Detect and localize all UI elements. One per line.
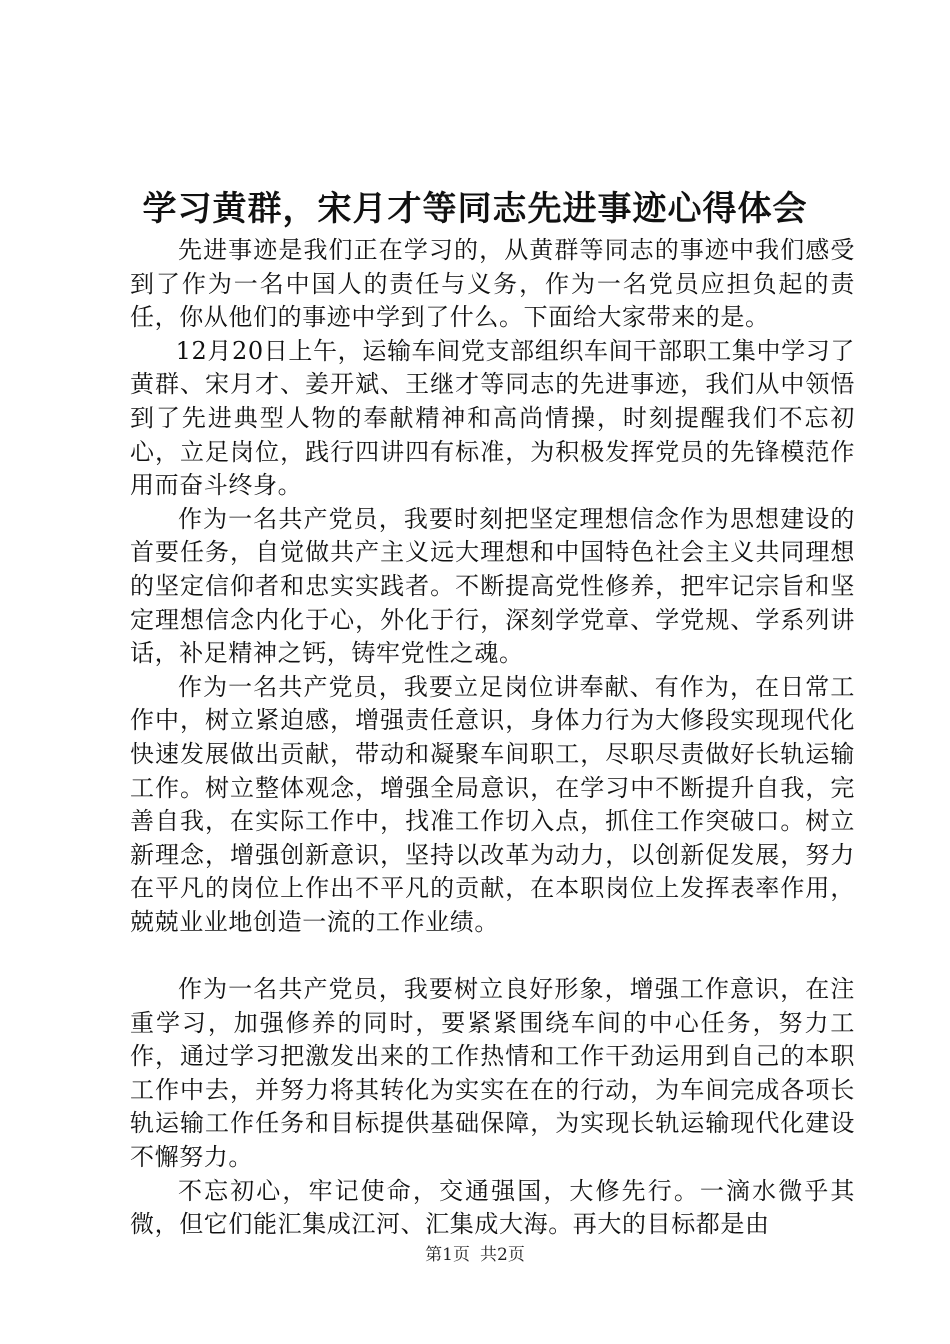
paragraph-ideals: 作为一名共产党员，我要时刻把坚定理想信念作为思想建设的首要任务，自觉做共产主义远大理想和中国特色社会主义共同理想的坚定信仰者和忠实实践者。不断提高党性修养，把牢记宗旨和坚定理想信念内化于心，外化于行，深刻学党章、学党规、学系列讲话，补足精神之钙，铸牢党性之魂。 <box>130 504 855 668</box>
paragraph-image: 作为一名共产党员，我要树立良好形象，增强工作意识，在注重学习，加强修养的同时，要紧紧围绕车间的中心任务，努力工作，通过学习把激发出来的工作热情和工作干劲运用到自己的本职工作中去，并努力将其转化为实实在在的行动，为车间完成各项长轨运输工作任务和目标提供基础保障，为实现长轨运输现代化建设不懈努力。 <box>130 975 855 1172</box>
paragraph-study-session: 12月20日上午，运输车间党支部组织车间干部职工集中学习了黄群、宋月才、姜开斌、王继才等同志的先进事迹，我们从中领悟到了先进典型人物的奉献精神和高尚情操，时刻提醒我们不忘初心，立足岗位，践行四讲四有标准，为积极发挥党员的先锋模范作用而奋斗终身。 <box>130 336 855 500</box>
document-title: 学习黄群，宋月才等同志先进事迹心得体会 <box>142 189 808 229</box>
paragraph-intro: 先进事迹是我们正在学习的，从黄群等同志的事迹中我们感受到了作为一名中国人的责任与义务，作为一名党员应担负起的责任，你从他们的事迹中学到了什么。下面给大家带来的是。 <box>130 236 855 332</box>
page-total: 共2页 <box>480 1245 525 1265</box>
page-number: 第1页 <box>425 1245 470 1265</box>
paragraph-gap <box>130 939 855 973</box>
page-footer <box>0 1244 950 1266</box>
paragraph-mission: 不忘初心，牢记使命，交通强国，大修先行。一滴水微乎其微，但它们能汇集成江河、汇集成大海。再大的目标都是由 <box>130 1176 855 1239</box>
document-body <box>130 234 855 1242</box>
paragraph-dedication: 作为一名共产党员，我要立足岗位讲奉献、有作为，在日常工作中，树立紧迫感，增强责任意识，身体力行为大修段实现现代化快速发展做出贡献，带动和凝聚车间职工，尽职尽责做好长轨运输工作。树立整体观念，增强全局意识，在学习中不断提升自我，完善自我，在实际工作中，找准工作切入点，抓住工作突破口。树立新理念，增强创新意识，坚持以改革为动力，以创新促发展，努力在平凡的岗位上作出不平凡的贡献，在本职岗位上发挥表率作用，兢兢业业地创造一流的工作业绩。 <box>130 672 855 936</box>
